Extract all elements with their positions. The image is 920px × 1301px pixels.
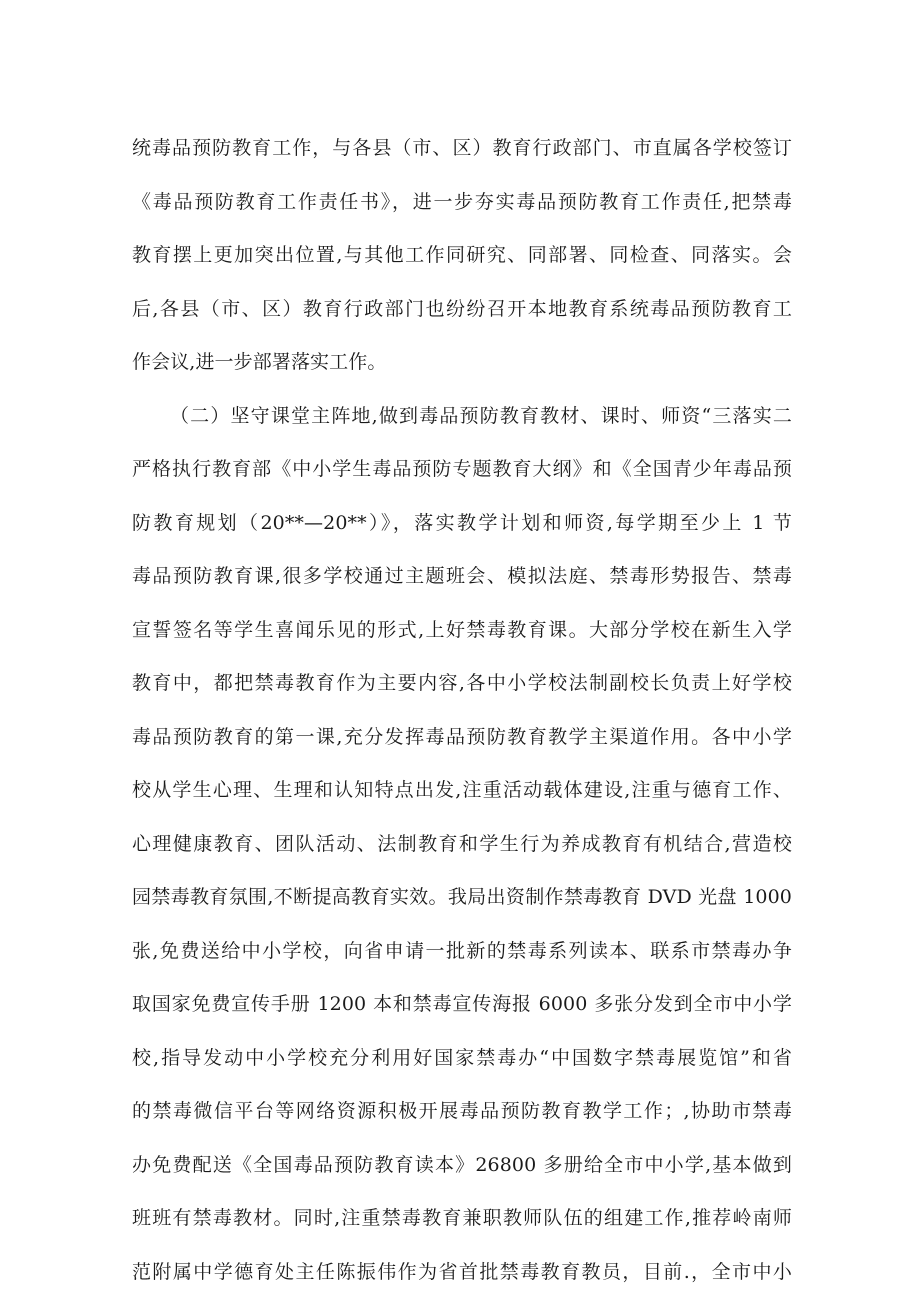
text-line: 校,指导发动中小学校充分利用好国家禁毒办“中国数字禁毒展览馆”和省 <box>132 1046 792 1069</box>
document-body <box>132 122 792 1299</box>
text-line: 严格执行教育部《中小学生毒品预防专题教育大纲》和《全国青少年毒品预 <box>132 458 792 480</box>
text-line: 作会议,进一步部署落实工作。 <box>132 351 387 373</box>
text-line: 校从学生心理、生理和认知特点出发,注重活动载体建设,注重与德育工作、 <box>132 779 792 801</box>
text-line: 毒品预防教育课,很多学校通过主题班会、模拟法庭、禁毒形势报告、禁毒 <box>132 565 792 587</box>
text-line: 心理健康教育、团队活动、法制教育和学生行为养成教育有机结合,营造校 <box>132 832 792 855</box>
text-line: 宣誓签名等学生喜闻乐见的形式,上好禁毒教育课。大部分学校在新生入学 <box>132 618 792 641</box>
text-line: 毒品预防教育的第一课,充分发挥毒品预防教育教学主渠道作用。各中小学 <box>132 725 792 748</box>
text-line: 《毒品预防教育工作责任书》，进一步夯实毒品预防教育工作责任,把禁毒 <box>132 190 792 213</box>
text-line: 范附属中学德育处主任陈振伟作为省首批禁毒教育教员，目前.，全市中小 <box>132 1260 792 1283</box>
text-line: 后,各县（市、区）教育行政部门也纷纷召开本地教育系统毒品预防教育工 <box>132 297 792 320</box>
text-line: 取国家免费宣传手册 1200 本和禁毒宣传海报 6000 多张分发到全市中小学 <box>132 993 792 1015</box>
text-line: 防教育规划（20**—20**）》，落实教学计划和师资,每学期至少上 1 节 <box>132 511 792 534</box>
text-line: 教育摆上更加突出位置,与其他工作同研究、同部署、同检查、同落实。会 <box>132 244 792 266</box>
text-line: 张,免费送给中小学校，向省申请一批新的禁毒系列读本、联系市禁毒办争 <box>132 939 792 962</box>
text-line: 班班有禁毒教材。同时,注重禁毒教育兼职教师队伍的组建工作,推荐岭南师 <box>132 1207 792 1229</box>
text-line: 园禁毒教育氛围,不断提高教育实效。我局出资制作禁毒教育 DVD 光盘 1000 <box>132 886 792 908</box>
text-line: 教育中，都把禁毒教育作为主要内容,各中小学校法制副校长负责上好学校 <box>132 672 792 694</box>
text-line: 统毒品预防教育工作，与各县（市、区）教育行政部门、市直属各学校签订 <box>132 137 792 159</box>
section-heading-line: （二）坚守课堂主阵地,做到毒品预防教育教材、课时、师资“三落实二 <box>170 404 792 427</box>
text-line: 的禁毒微信平台等网络资源积极开展毒品预防教育教学工作；,协助市禁毒 <box>132 1100 792 1122</box>
text-line: 办免费配送《全国毒品预防教育读本》26800 多册给全市中小学,基本做到 <box>132 1153 792 1176</box>
